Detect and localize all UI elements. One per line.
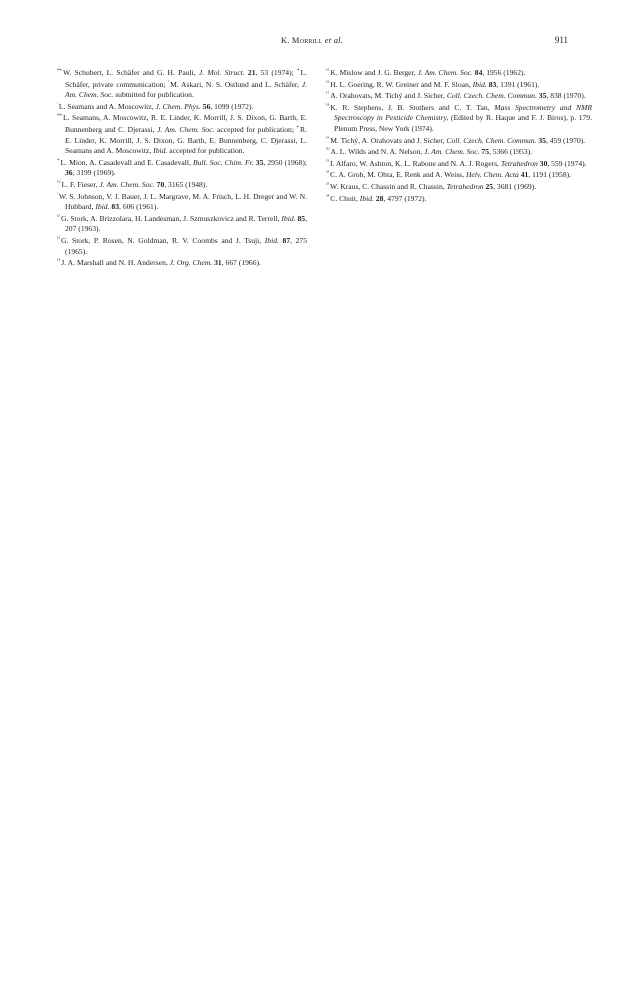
reference-text: W. Schubert, L. Schäfer and G. H. Pauli,	[63, 68, 199, 77]
reference-entry	[326, 90, 592, 102]
reference-text: , 4797 (1972).	[383, 193, 427, 203]
reference-entry	[57, 213, 307, 235]
volume-number: 56	[202, 101, 211, 111]
reference-text: L. Mion, A. Casadevall and E. Casadevall,	[60, 157, 193, 167]
reference-entry	[326, 181, 592, 193]
reference-entry	[326, 67, 592, 79]
reference-text: , 667 (1966).	[221, 258, 261, 268]
reference-entry	[57, 157, 307, 179]
volume-number: 31	[214, 258, 222, 268]
running-head-author: K. Morrill	[280, 35, 323, 45]
reference-text: , 1191 (1958).	[528, 170, 572, 180]
journal-title: J. Org. Chem.	[169, 258, 213, 268]
reference-text: M. Askari, N. S. Ostlund and L. Schäfer,	[170, 79, 302, 89]
reference-number: '	[57, 192, 58, 198]
references-right-column	[326, 67, 592, 204]
reference-text: C. A. Grob, M. Ohta, E. Renk and A. Weiss,	[330, 170, 466, 180]
reference-entry	[326, 146, 592, 158]
reference-number: ¹²	[57, 214, 60, 220]
journal-title: Ibid.	[153, 146, 168, 156]
reference-text: K. R. Stephens, J. B. Stothers and C. T. Tan,	[330, 102, 495, 112]
reference-text: , 1391 (1961).	[496, 79, 540, 89]
reference-number: ²⁰	[326, 148, 330, 154]
reference-number: ¹⁵	[326, 69, 330, 74]
reference-entry	[57, 112, 307, 156]
volume-number: 35	[538, 91, 547, 101]
journal-title: Ibid.	[359, 193, 374, 203]
reference-text: , 1099 (1972).	[210, 101, 254, 111]
journal-title: J. Chem. Phys.	[155, 101, 201, 111]
reference-text: A. L. Wilds and N. A. Nelson,	[330, 147, 425, 157]
journal-title: Coll. Czech. Chem. Commun.	[446, 135, 537, 145]
journal-title: J. Am. Chem. Soc.	[417, 68, 473, 77]
reference-text: , 838 (1970).	[546, 91, 586, 101]
volume-number: 83	[488, 79, 497, 89]
reference-text: accepted for publication.	[167, 146, 245, 156]
reference-text: , 3681 (1969).	[493, 181, 537, 191]
reference-number: ¹⁰	[57, 180, 61, 186]
reference-text: R. E. Linder, K. Morrill, J. S. Dixon, G. Barth, E. Bunnenberg, C. Djerassi, L. Seamans and A. Moscowitz,	[65, 124, 307, 156]
reference-text: , 559 (1974).	[547, 158, 587, 168]
reference-text: , 53 (1974);	[255, 68, 297, 77]
reference-number: ¹⁶	[326, 80, 330, 86]
reference-entry	[57, 101, 307, 113]
reference-number: ¹⁸	[326, 103, 330, 109]
volume-number: 84	[474, 68, 483, 77]
reference-text: , 3165 (1948).	[164, 179, 208, 189]
volume-number: 41	[520, 170, 529, 180]
journal-title: Ibid.	[281, 213, 296, 223]
reference-entry	[326, 135, 592, 147]
reference-entry	[57, 235, 307, 257]
reference-text: , 459 (1970).	[545, 135, 586, 145]
references-left-column	[57, 67, 307, 269]
reference-text: L. Seamans, A. Moscowitz, R. E. Linder, K. Morrill, J. S. Dixon, G. Barth, E. Bunnenberg and C. Djerassi,	[63, 113, 307, 134]
reference-text: , 3199 (1969).	[72, 168, 116, 178]
reference-text: C. Chuit,	[330, 193, 360, 203]
journal-title: Tetrahedron	[446, 181, 484, 191]
volume-number: 75	[481, 147, 489, 157]
reference-text: , 207 (1963).	[65, 213, 307, 234]
reference-number: ¹³	[57, 236, 60, 242]
journal-title: Mass Spectrometry and NMR Spectroscopy in Pesticide Chemistry,	[334, 102, 592, 123]
reference-entry	[326, 193, 592, 205]
reference-text: accepted for publication;	[214, 124, 297, 134]
reference-text: L. F. Fieser,	[61, 179, 100, 189]
journal-title: J. Am. Chem. Soc.	[424, 147, 480, 157]
reference-entry	[57, 67, 307, 101]
page-header	[0, 35, 624, 49]
reference-number: ²¹	[326, 159, 329, 165]
reference-text: H. L. Goering, R. W. Greiner and M. F. Sloan,	[330, 79, 473, 89]
volume-number: 25	[485, 181, 494, 191]
journal-title: Ibid.	[472, 79, 487, 89]
volume-number: 87	[282, 235, 291, 245]
reference-text: M. Tichý, A. Orahovats and J. Sicher,	[330, 135, 447, 145]
reference-entry	[326, 158, 592, 170]
reference-number: '	[57, 102, 58, 108]
reference-number: **	[57, 69, 62, 74]
journal-title: J. Am. Chem. Soc.	[157, 124, 215, 134]
reference-text: A. Orahovats, M. Tichý and J. Sicher,	[330, 91, 447, 101]
reference-number: ²²	[326, 171, 329, 177]
reference-text: submitted for publication.	[113, 90, 194, 100]
reference-entry	[326, 169, 592, 181]
reference-text: , 5366 (1953).	[488, 147, 533, 157]
reference-number: ¹⁹	[326, 136, 330, 142]
volume-number: 28	[375, 193, 384, 203]
reference-entry	[57, 257, 307, 269]
journal-title: Tetrahedron	[500, 158, 538, 168]
reference-entry	[57, 179, 307, 191]
reference-entry	[57, 191, 307, 213]
reference-text: G. Stork, A. Brizzolara, H. Landesman, J. Szmuszkovicz and R. Terrell,	[61, 213, 282, 223]
journal-title: J. Am. Chem. Soc.	[65, 79, 307, 100]
journal-title: Ibid.	[95, 202, 110, 212]
reference-text: , 606 (1961).	[119, 202, 159, 212]
reference-entry	[326, 102, 592, 135]
reference-text: , 2950 (1968);	[263, 157, 307, 167]
reference-number: *	[296, 125, 300, 131]
reference-number: ¹⁴	[57, 259, 61, 265]
journal-title: Coll. Czech. Chem. Commun.	[446, 91, 537, 101]
reference-entry	[326, 79, 592, 91]
volume-number: 36	[65, 168, 73, 178]
reference-number: *	[296, 69, 300, 74]
volume-number: 21	[247, 68, 256, 77]
running-head	[0, 35, 624, 45]
page-number: 911	[554, 35, 568, 45]
volume-number: 85	[297, 213, 306, 223]
volume-number: 35	[538, 135, 546, 145]
journal-title: J. Am. Chem. Soc.	[99, 179, 155, 189]
running-head-etal: et al.	[324, 35, 344, 45]
reference-number: '	[168, 80, 170, 86]
reference-text: J. A. Marshall and N. H. Andersen,	[61, 258, 170, 268]
reference-text: W. S. Johnson, V. J. Bauer, J. L. Margrave, M. A. Frisch, L. H. Dreger and W. N. Hubbard,	[58, 191, 307, 212]
reference-text: L. Seamans and A. Moscowitz,	[58, 101, 156, 111]
reference-text: K. Mislow and J. G. Berger,	[330, 68, 418, 77]
reference-text: L. Schäfer, private communication;	[65, 68, 307, 89]
reference-text: , 275 (1965).	[65, 235, 307, 256]
reference-text: I. Alfaro, W. Ashton, K. L. Rabone and N. A. J. Rogers,	[330, 158, 501, 168]
reference-number: ²³	[326, 182, 329, 188]
journal-title: Helv. Chem. Acta	[465, 170, 519, 180]
volume-number: 30	[539, 158, 548, 168]
reference-text: , 1956 (1962).	[482, 68, 526, 77]
journal-title: Bull. Soc. Chim. Fr.	[193, 157, 254, 167]
volume-number: 83	[111, 202, 120, 212]
reference-number: ²⁴	[326, 194, 330, 200]
reference-number: **	[57, 114, 62, 120]
reference-text: (Edited by R. Haque and F. J. Biros), p. 179. Plenum Press, New York (1974).	[334, 113, 592, 133]
volume-number: 35	[255, 157, 264, 167]
reference-number: ¹⁷	[326, 92, 330, 98]
volume-number: 70	[156, 179, 165, 189]
journal-title: J. Mol. Struct.	[198, 68, 245, 77]
reference-text: G. Stork, P. Rosen, N. Goldman, R. V. Coombs and J. Tsuji,	[61, 235, 265, 245]
journal-title: Ibid.	[264, 235, 279, 245]
reference-number: *	[57, 158, 60, 164]
reference-text: W. Kraus, C. Chassin and R. Chassin,	[330, 181, 447, 191]
